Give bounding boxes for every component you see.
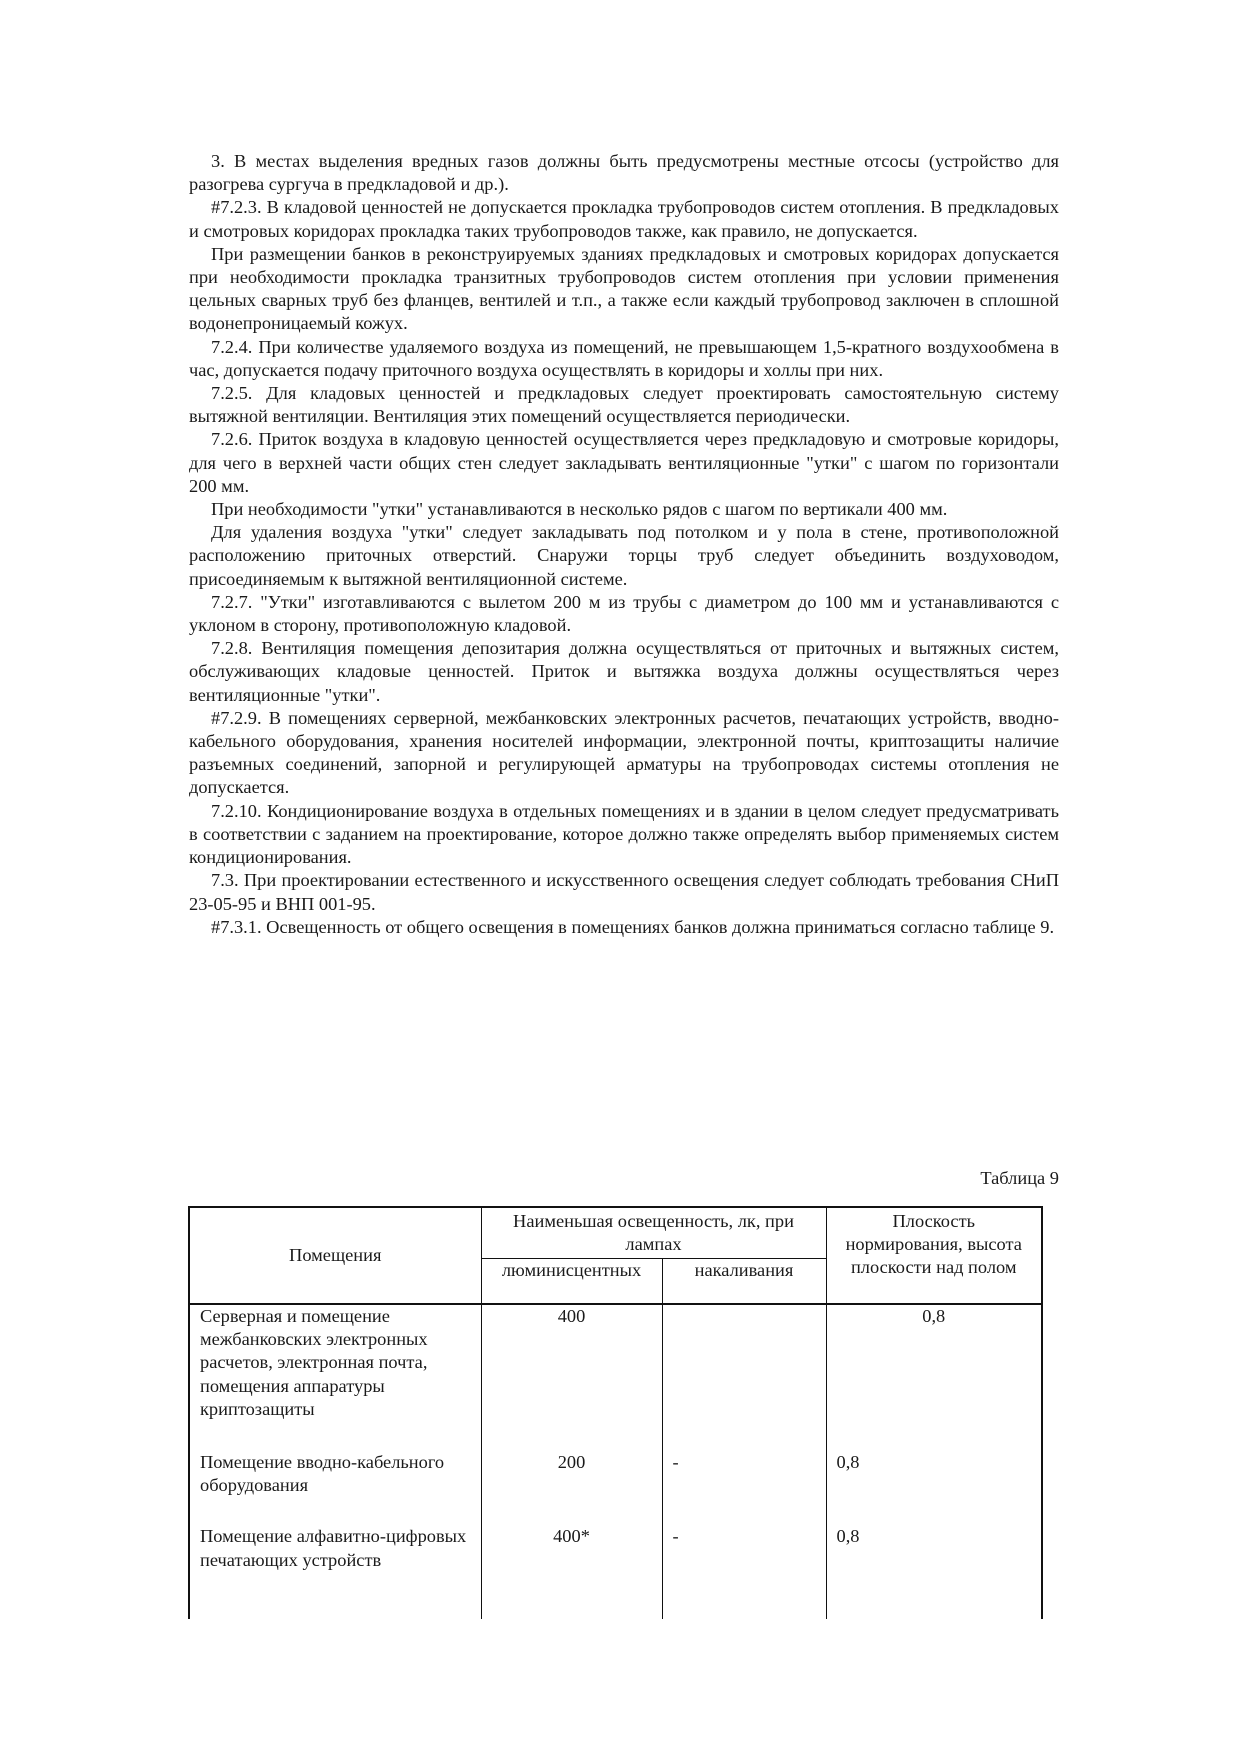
table-row [189, 1525, 1042, 1619]
table-row-gap [189, 1423, 1042, 1451]
paragraph-local-exhaust: 3. В местах выделения вредных газов должны быть предусмотрены местные отсосы (устройство для разогрева сургуча в предкладовой и др.). [189, 151, 1059, 195]
header-rooms: Помещения [189, 1207, 481, 1304]
paragraph-7-2-10: 7.2.10. Кондиционирование воздуха в отдельных помещениях и в здании в целом следует предусматривать в соответствии с заданием на проектирование, которое должно также определять выбор применяемых систем кондиционирования. [189, 800, 1059, 868]
table-header-row [189, 1207, 1042, 1259]
table-caption: Таблица 9 [980, 1168, 1059, 1188]
paragraph-reconstructed-buildings: При размещении банков в реконструируемых зданиях предкладовых и смотровых коридорах допускается при необходимости прокладка транзитных трубопроводов систем отопления при условии применения цельных сварных труб без фланцев, вентилей и т.п., а также если каждый трубопровод заключен в сплошной водонепроницаемый кожух. [189, 243, 1059, 334]
header-plane: Плоскость нормирования, высота плоскости над полом [826, 1207, 1042, 1304]
paragraph-7-2-3: #7.2.3. В кладовой ценностей не допускается прокладка трубопроводов систем отопления. В предкладовых и смотровых коридорах прокладка таких трубопроводов также, как правило, не допускается. [189, 197, 1059, 241]
paragraph-7-3: 7.3. При проектировании естественного и искусственного освещения следует соблюдать требования СНиП 23-05-95 и ВНП 001-95. [189, 870, 1059, 914]
paragraph-7-2-7: 7.2.7. "Утки" изготавливаются с вылетом 200 м из трубы с диаметром до 100 мм и устанавливаются с уклоном в сторону, противоположную кладовой. [189, 591, 1059, 636]
cell-incandescent [662, 1304, 826, 1423]
paragraph-7-2-4: 7.2.4. При количестве удаляемого воздуха из помещений, не превышающем 1,5-кратного воздухообмена в час, допускается подачу приточного воздуха осуществлять в коридоры и холлы при них. [189, 336, 1059, 380]
header-fluorescent: люминисцентных [481, 1259, 662, 1305]
cell-room: Серверная и помещение межбанковских электронных расчетов, электронная почта, помещения аппаратуры криптозащиты [189, 1304, 481, 1423]
table-row-gap [189, 1497, 1042, 1525]
paragraph-utki-rows: При необходимости "утки" устанавливаются в несколько рядов с шагом по вертикали 400 мм. [211, 499, 948, 520]
paragraph-7-3-1: #7.3.1. Освещенность от общего освещения в помещениях банков должна приниматься согласно таблице 9. [211, 916, 1055, 937]
cell-plane: 0,8 [826, 1451, 1042, 1497]
cell-fluorescent: 400 [481, 1304, 662, 1423]
illuminance-table [188, 1206, 1043, 1619]
cell-room: Помещение вводно-кабельного оборудования [189, 1451, 481, 1497]
cell-plane: 0,8 [826, 1525, 1042, 1619]
paragraph-7-2-9: #7.2.9. В помещениях серверной, межбанковских электронных расчетов, печатающих устройств, вводно-кабельного оборудования, хранения носителей информации, электронной почты, криптозащиты наличие разъемных соединений, запорной и регулирующей арматуры на трубопроводах системы отопления не допускается. [189, 707, 1059, 798]
cell-fluorescent: 400* [481, 1525, 662, 1619]
cell-fluorescent: 200 [481, 1451, 662, 1497]
table-row [189, 1451, 1042, 1497]
cell-incandescent: - [662, 1525, 826, 1619]
header-illuminance: Наименьшая освещенность, лк, при лампах [481, 1207, 826, 1259]
paragraph-7-2-5: 7.2.5. Для кладовых ценностей и предкладовых следует проектировать самостоятельную систему вытяжной вентиляции. Вентиляция этих помещений осуществляется периодически. [189, 383, 1059, 427]
cell-incandescent: - [662, 1451, 826, 1497]
paragraph-air-removal: Для удаления воздуха "утки" следует закладывать под потолком и у пола в стене, противоположной расположению приточных отверстий. Снаружи торцы труб следует объединить воздуховодом, присоединяемым к вытяжной вентиляционной системе. [189, 522, 1059, 589]
paragraph-7-2-8: 7.2.8. Вентиляция помещения депозитария должна осуществляться от приточных и вытяжных систем, обслуживающих кладовые ценностей. Приток и вытяжка воздуха должны осуществляться через вентиляционные "утки". [189, 638, 1059, 705]
cell-plane: 0,8 [826, 1304, 1042, 1423]
cell-room: Помещение алфавитно-цифровых печатающих устройств [189, 1525, 481, 1619]
table-row [189, 1304, 1042, 1423]
header-incandescent: накаливания [662, 1259, 826, 1305]
document-body [189, 150, 1059, 939]
paragraph-7-2-6: 7.2.6. Приток воздуха в кладовую ценностей осуществляется через предкладовую и смотровые коридоры, для чего в верхней части общих стен следует закладывать вентиляционные "утки" с шагом по горизонтали 200 мм. [189, 429, 1059, 496]
